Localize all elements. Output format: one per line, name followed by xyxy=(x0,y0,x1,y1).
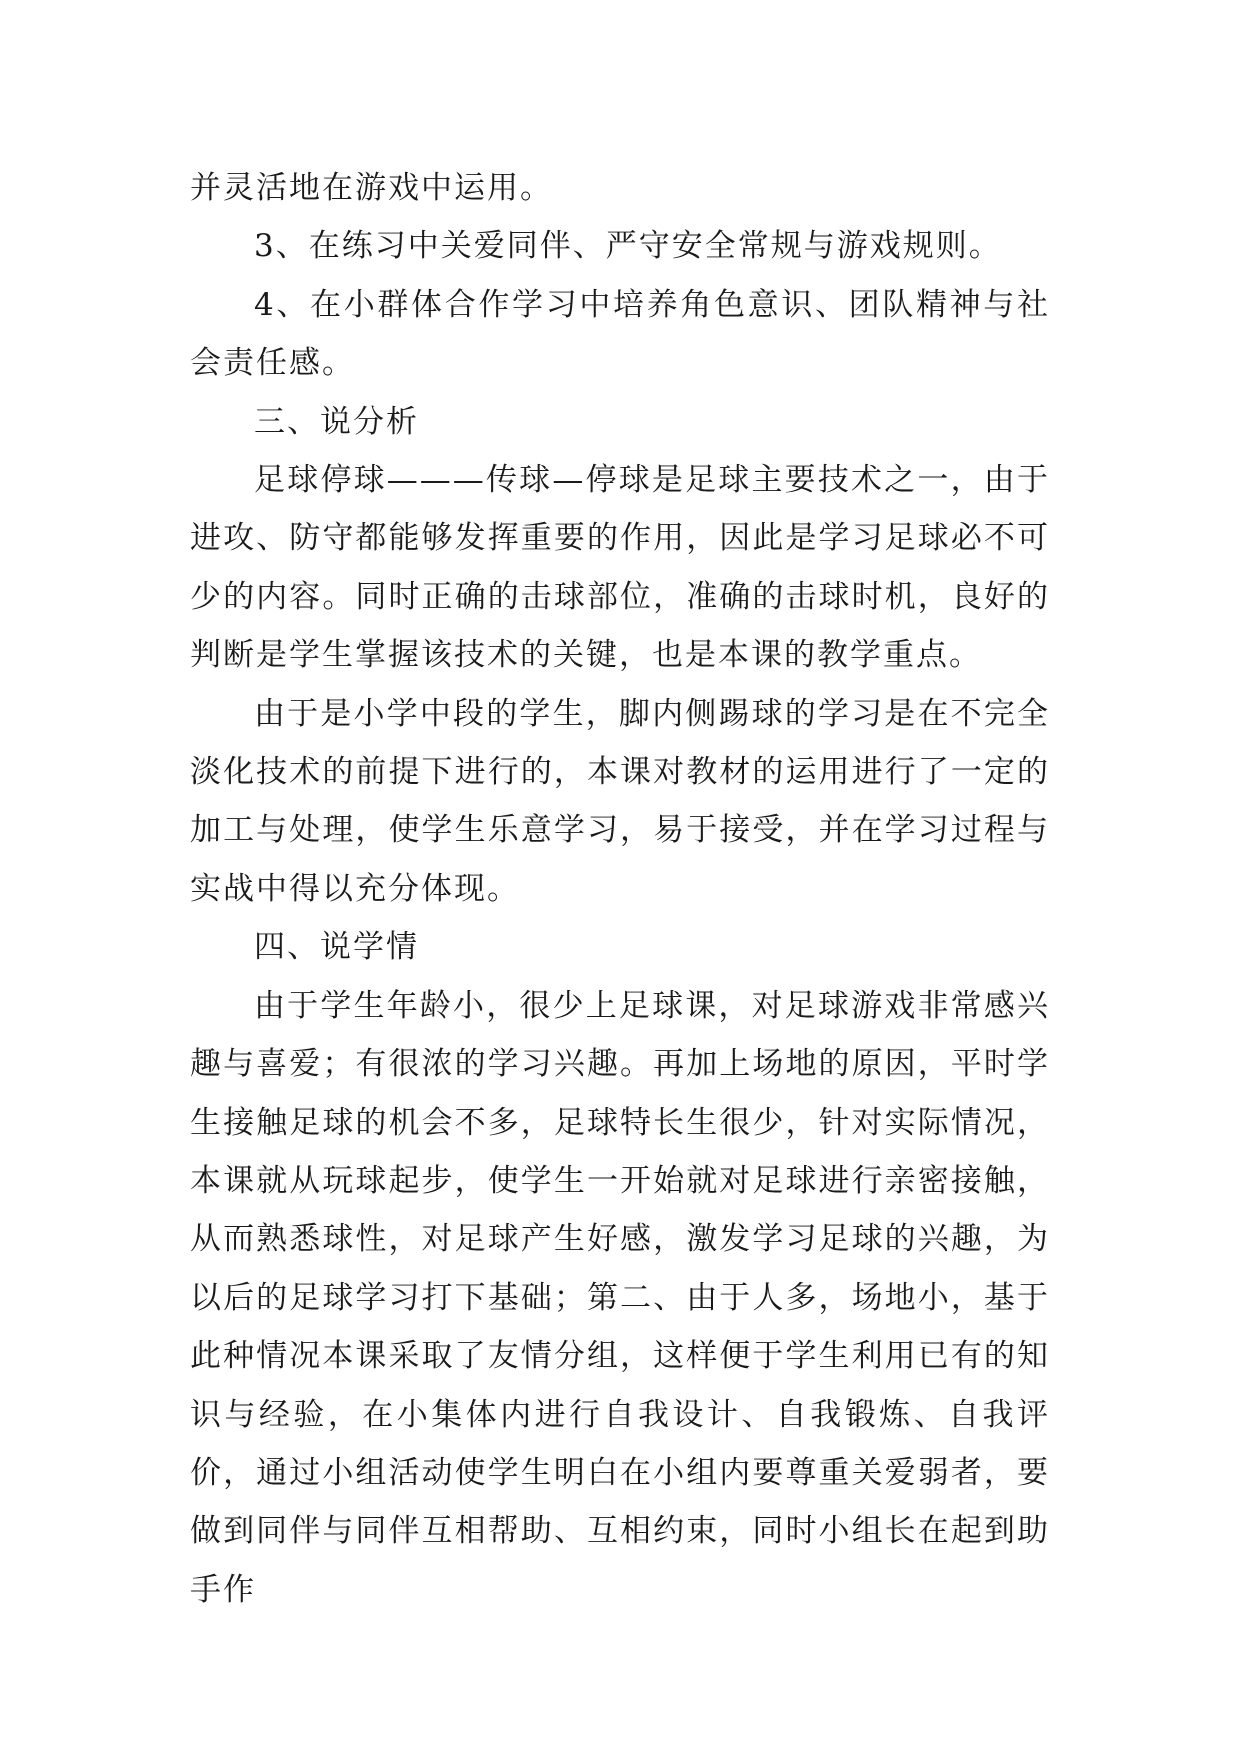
document-body xyxy=(190,159,1050,1619)
paragraph-continuation: 并灵活地在游戏中运用。 xyxy=(190,170,553,206)
section-heading-student-situation: 四、说学情 xyxy=(254,929,419,966)
paragraph-student-situation: 由于学生年龄小，很少上足球课，对足球游戏非常感兴趣与喜爱；有很浓的学习兴趣。再加上场地的原因，平时学生接触足球的机会不多，足球特长生很少，针对实际情况，本课就从玩球起步，使学生一开始就对足球进行亲密接触，从而熟悉球性，对足球产生好感，激发学习足球的兴趣，为以后的足球学习打下基础；第二、由于人多，场地小，基于此种情况本课采取了友情分组，这样便于学生利用已有的知识与经验，在小集体内进行自我设计、自我锻炼、自我评价，通过小组活动使学生明白在小组内要尊重关爱弱者，要做到同伴与同伴互相帮助、互相约束，同时小组长在起到助手作 xyxy=(190,987,1050,1608)
paragraph-analysis-2: 由于是小学中段的学生，脚内侧踢球的学习是在不完全淡化技术的前提下进行的，本课对教材的运用进行了一定的加工与处理，使学生乐意学习，易于接受，并在学习过程与实战中得以充分体现。 xyxy=(190,695,1050,907)
paragraph-objective-3: 3、在练习中关爱同伴、严守安全常规与游戏规则。 xyxy=(254,228,1002,265)
section-heading-analysis: 三、说分析 xyxy=(254,403,419,440)
paragraph-analysis-1: 足球停球———传球—停球是足球主要技术之一，由于进攻、防守都能够发挥重要的作用，因此是学习足球必不可少的内容。同时正确的击球部位，准确的击球时机，良好的判断是学生掌握该技术的关键，也是本课的教学重点。 xyxy=(190,462,1050,674)
paragraph-objective-4: 4、在小群体合作学习中培养角色意识、团队精神与社会责任感。 xyxy=(190,286,1050,382)
